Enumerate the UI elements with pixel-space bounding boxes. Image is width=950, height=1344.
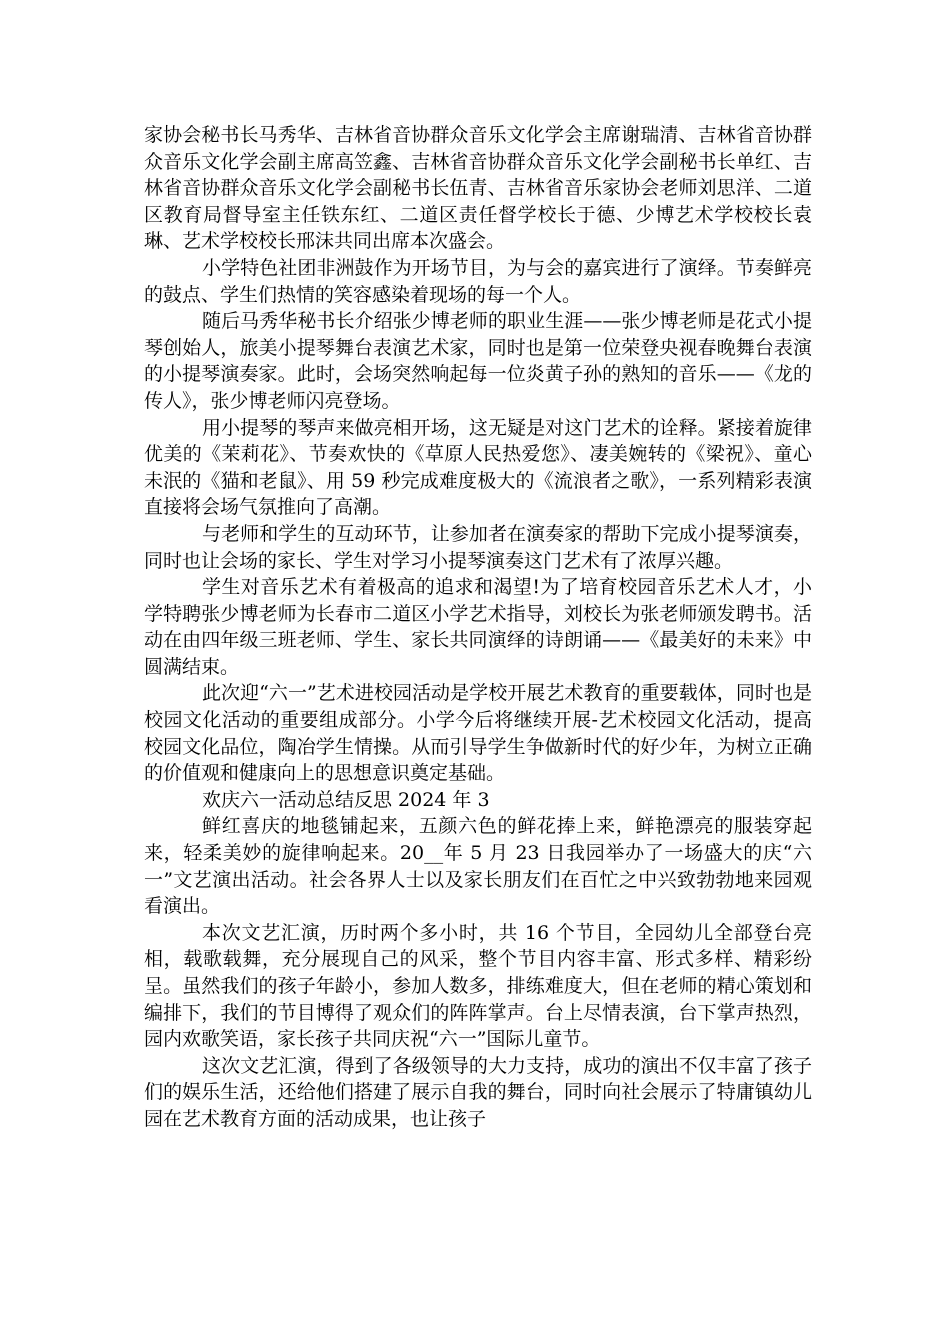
paragraph-introduction: 随后马秀华秘书长介绍张少博老师的职业生涯——张少博老师是花式小提琴创始人，旅美小提琴舞台表演艺术家，同时也是第一位荣登央视春晚舞台表演的小提琴演奏家。此时，会场突然响起每一位炎黄子孙的熟知的音乐——《龙的传人》，张少博老师闪亮登场。 (144, 310, 812, 412)
paragraph-support: 这次文艺汇演，得到了各级领导的大力支持，成功的演出不仅丰富了孩子们的娱乐生活，还给他们搭建了展示自我的舞台，同时向社会展示了特庸镇幼儿园在艺术教育方面的活动成果，也让孩子 (144, 1054, 812, 1130)
paragraph-significance: 此次迎“六一”艺术进校园活动是学校开展艺术教育的重要载体，同时也是校园文化活动的重要组成部分。小学今后将继续开展-艺术校园文化活动，提高校园文化品位，陶冶学生情操。从而引导学生争做新时代的好少年，为树立正确的价值观和健康向上的思想意识奠定基础。 (144, 682, 812, 785)
paragraph-performance: 用小提琴的琴声来做亮相开场，这无疑是对这门艺术的诠释。紧接着旋律优美的《茉莉花》、节奏欢快的《草原人民热爱您》、凄美婉转的《梁祝》、童心未泯的《猫和老鼠》、用 59 秒完成难度极大的《流浪者之歌》，一系列精彩表演直接将会场气氛推向了高潮。 (144, 416, 812, 519)
document-body (144, 122, 812, 1133)
paragraph-interaction: 与老师和学生的互动环节，让参加者在演奏家的帮助下完成小提琴演奏，同时也让会场的家长、学生对学习小提琴演奏这门艺术有了浓厚兴趣。 (144, 522, 812, 572)
section-heading: 欢庆六一活动总结反思 2024 年 3 (202, 788, 490, 811)
paragraph-show-summary: 本次文艺汇演，历时两个多小时，共 16 个节目，全园幼儿全部登台亮相，载歌载舞，充分展现自己的风采，整个节目内容丰富、形式多样、精彩纷呈。虽然我们的孩子年龄小，参加人数多，排练难度大，但在老师的精心策划和编排下，我们的节目博得了观众们的阵阵掌声。台上尽情表演，台下掌声热烈，园内欢歌笑语，家长孩子共同庆祝“六一”国际儿童节。 (144, 921, 812, 1051)
paragraph-appointment: 学生对音乐艺术有着极高的追求和渴望!为了培育校园音乐艺术人才，小学特聘张少博老师为长春市二道区小学艺术指导，刘校长为张老师颁发聘书。活动在由四年级三班老师、学生、家长共同演绎的诗朗诵——《最美好的未来》中圆满结束。 (144, 576, 812, 678)
paragraph-attendees: 家协会秘书长马秀华、吉林省音协群众音乐文化学会主席谢瑞清、吉林省音协群众音乐文化学会副主席高笠鑫、吉林省音协群众音乐文化学会副秘书长单红、吉林省音协群众音乐文化学会副秘书长伍青、吉林省音乐家协会老师刘思洋、二道区教育局督导室主任铁东红、二道区责任督学校长于德、少博艺术学校校长袁琳、艺术学校校长邢沫共同出席本次盛会。 (144, 124, 812, 253)
paragraph-opening-drum: 小学特色社团非洲鼓作为开场节目，为与会的嘉宾进行了演绎。节奏鲜亮的鼓点、学生们热情的笑容感染着现场的每一个人。 (144, 256, 812, 306)
paragraph-kindergarten-event: 鲜红喜庆的地毯铺起来，五颜六色的鲜花捧上来，鲜艳漂亮的服装穿起来，轻柔美妙的旋律响起来。20__年 5 月 23 日我园举办了一场盛大的庆“六一”文艺演出活动。社会各界人士以及家长朋友们在百忙之中兴致勃勃地来园观看演出。 (144, 815, 812, 918)
